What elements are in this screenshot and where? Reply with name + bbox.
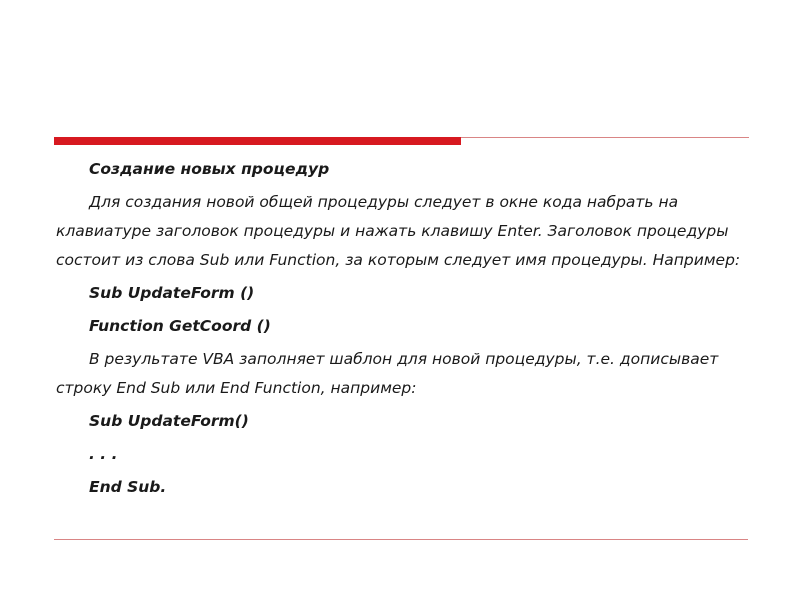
paragraph-intro: Для создания новой общей процедуры следует в окне кода набрать на клавиатуре заголовок процедуры и нажать клавишу Enter. Заголовок процедуры состоит из слова Sub или Function, за которым следует имя процедуры. Например: bbox=[56, 193, 741, 269]
slide-content bbox=[56, 155, 746, 506]
section-heading: Создание новых процедур bbox=[89, 160, 330, 178]
code-line-sub-template: Sub UpdateForm() bbox=[89, 412, 249, 430]
top-accent-bar bbox=[54, 137, 461, 145]
paragraph-result: В результате VBA заполняет шаблон для новой процедуры, т.е. дописывает строку End Sub или End Function, например: bbox=[56, 350, 719, 397]
top-divider-line bbox=[461, 137, 749, 138]
code-line-end-sub: End Sub. bbox=[89, 478, 167, 496]
code-line-function: Function GetCoord () bbox=[89, 317, 271, 335]
code-line-sub: Sub UpdateForm () bbox=[89, 284, 255, 302]
code-line-ellipsis: . . . bbox=[89, 445, 118, 463]
bottom-divider-line bbox=[54, 539, 748, 540]
